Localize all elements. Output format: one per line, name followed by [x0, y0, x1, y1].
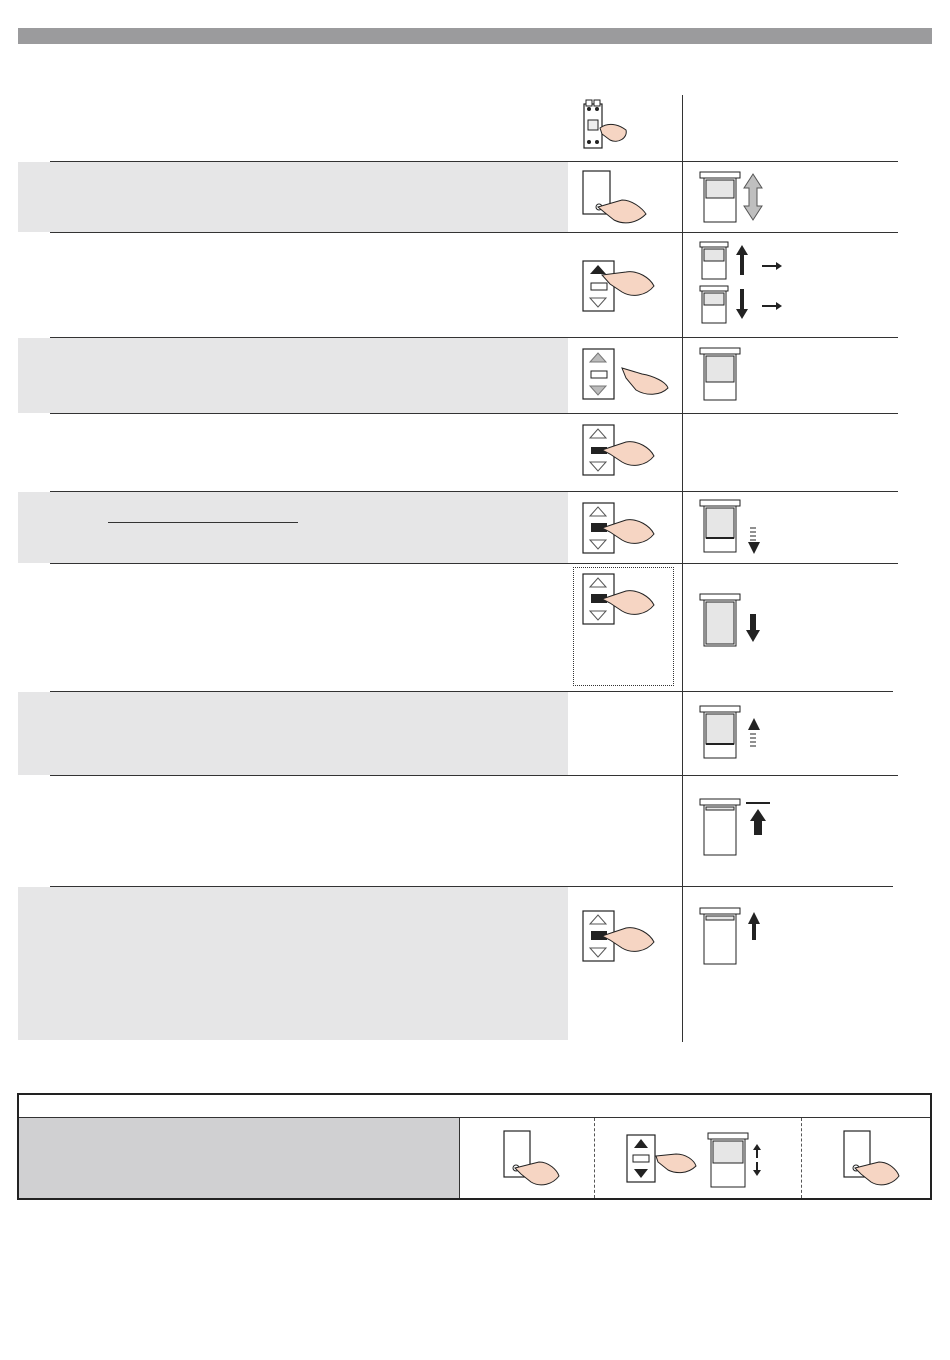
up-down-transmitter-stop-icon	[582, 573, 662, 628]
summary-box-dashed-divider	[801, 1118, 802, 1198]
shutter-moving-icon	[698, 170, 768, 228]
shutter-down-icon	[698, 285, 788, 325]
up-down-transmitter-icon	[582, 348, 672, 403]
row-separator	[50, 491, 898, 492]
row-separator	[50, 886, 893, 887]
shutter-up-icon	[698, 704, 768, 764]
up-down-transmitter-stop-icon	[582, 424, 662, 479]
row-separator	[50, 775, 898, 776]
step-6-band	[18, 492, 568, 563]
row-separator	[50, 413, 898, 414]
column-divider	[682, 95, 683, 1042]
step-4-band	[18, 338, 568, 413]
up-down-transmitter-stop-icon	[582, 502, 662, 557]
single-button-transmitter-icon	[843, 1130, 903, 1190]
summary-box-text-area	[19, 1118, 459, 1198]
breaker-switch-icon	[582, 100, 632, 150]
single-button-transmitter-icon	[582, 170, 652, 228]
shutter-moving-icon	[707, 1132, 767, 1190]
shutter-down-icon	[698, 592, 768, 652]
single-button-transmitter-icon	[503, 1130, 563, 1190]
row-separator	[50, 161, 898, 162]
row-separator	[50, 691, 893, 692]
row-separator	[50, 337, 898, 338]
summary-box-dashed-divider	[594, 1118, 595, 1198]
shutter-icon	[698, 346, 748, 406]
step-8-band	[18, 692, 568, 775]
underlined-link[interactable]	[108, 522, 298, 523]
shutter-top-limit-icon	[698, 797, 778, 857]
header-bar	[18, 28, 932, 44]
shutter-down-icon	[698, 498, 768, 558]
up-down-transmitter-stop-icon	[582, 910, 662, 965]
step-2-band	[18, 162, 568, 232]
up-down-transmitter-icon	[626, 1134, 701, 1184]
shutter-up-icon	[698, 906, 768, 966]
summary-box-separator	[459, 1118, 460, 1198]
up-down-transmitter-icon	[582, 260, 662, 315]
shutter-up-icon	[698, 241, 788, 281]
row-separator	[50, 563, 898, 564]
summary-box-title-row	[19, 1095, 930, 1118]
row-separator	[50, 232, 898, 233]
step-10-band	[18, 887, 568, 1040]
